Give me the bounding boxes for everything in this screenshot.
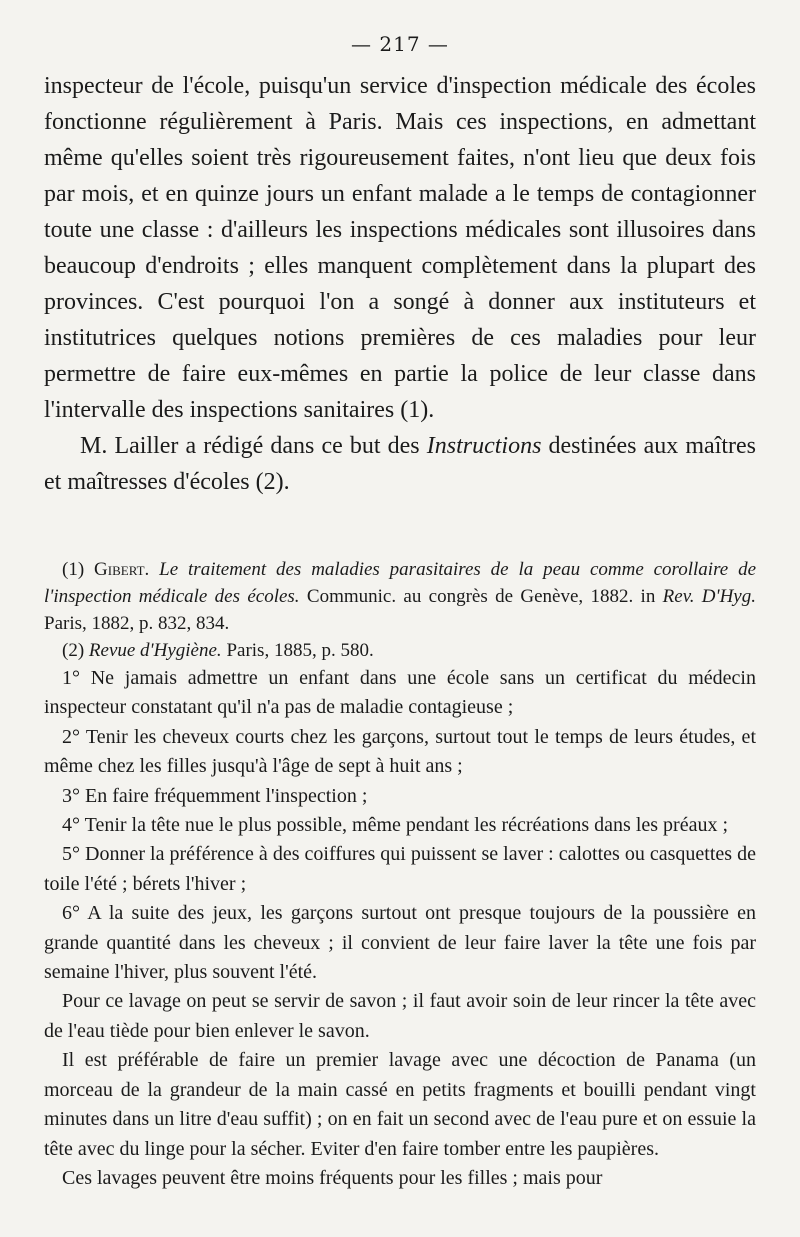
- footnote-2-journal: Revue d'Hygiène.: [88, 640, 222, 661]
- instruction-1: 1° Ne jamais admettre un enfant dans une école sans un certificat du médecin inspecteur constatant qu'il n'a pas de maladie contagieuse ;: [44, 667, 756, 719]
- footnote-1-journal: Rev. D'Hyg.: [662, 586, 756, 607]
- instruction-5: 5° Donner la préférence à des coiffures qui puissent se laver : calottes ou casquettes de toile l'été ; bérets l'hiver ;: [44, 843, 756, 895]
- instruction-6-girls: Ces lavages peuvent être moins fréquents pour les filles ; mais pour: [62, 1166, 603, 1189]
- footnote-1-end: Paris, 1882, p. 832, 834.: [44, 613, 230, 634]
- paragraph-lailler-text: M. Lailler a rédigé dans ce but des: [80, 433, 427, 459]
- footnote-1: [44, 556, 756, 637]
- footnote-1-title: Le traitement des maladies parasitaires de la peau comme corollaire de l'inspection médicale des écoles.: [44, 559, 757, 607]
- instruction-6-panama: Il est préférable de faire un premier lavage avec une décoction de Panama (un morceau de la grandeur de la main cassé en petits fragments et bouilli pendant vingt minutes dans un litre d'eau suffit) ; on en fait un second avec de l'eau pure et on essuie la tête avec du linge pour la sécher. Eviter d'en faire tomber entre les paupières.: [44, 1049, 756, 1160]
- footnote-1-author: Gibert.: [94, 559, 150, 580]
- instructions-list: [44, 664, 756, 1193]
- footnote-1-mid: Communic. au congrès de Genève, 1882. in: [299, 586, 663, 607]
- footnote-2: [44, 637, 756, 664]
- footnote-1-mark: (1): [62, 559, 95, 580]
- footnote-2-end: Paris, 1885, p. 580.: [221, 640, 374, 661]
- instruction-6: 6° A la suite des jeux, les garçons surtout ont presque toujours de la poussière en grande quantité dans les cheveux ; il convient de leur faire laver la tête une fois par semaine l'hiver, plus souvent l'été.: [44, 902, 756, 984]
- instruction-6-rinse: Pour ce lavage on peut se servir de savon ; il faut avoir soin de leur rincer la tête avec de l'eau tiède pour bien enlever le savon.: [44, 990, 756, 1042]
- body-text: [44, 68, 756, 500]
- paragraph-lailler-end: destinées aux maîtres et maîtresses d'écoles (2).: [44, 433, 757, 495]
- instructions-title: Instructions: [426, 433, 542, 459]
- page-number: — 217 —: [351, 32, 449, 56]
- instruction-3: 3° En faire fréquemment l'inspection ;: [62, 784, 368, 807]
- paragraph-inspection: inspecteur de l'école, puisqu'un service d'inspection médicale des écoles fonctionne régulièrement à Paris. Mais ces inspections, en admettant même qu'elles soient très rigoureusement faites, n'ont lieu que deux fois par mois, et en quinze jours un enfant malade a le temps de contagionner toute une classe : d'ailleurs les inspections médicales sont illusoires dans beaucoup d'endroits ; elles manquent complètement dans la plupart des provinces. C'est pourquoi l'on a songé à donner aux instituteurs et institutrices quelques notions premières de ces maladies pour leur permettre de faire eux-mêmes en partie la police de leur classe dans l'intervalle des inspections sanitaires (1).: [44, 73, 756, 423]
- instruction-2: 2° Tenir les cheveux courts chez les garçons, surtout tout le temps de leurs études, et même chez les filles jusqu'à l'âge de sept à huit ans ;: [44, 725, 756, 778]
- footnote-2-mark: (2): [62, 640, 89, 661]
- paragraph-lailler: [44, 428, 756, 500]
- instruction-4: 4° Tenir la tête nue le plus possible, même pendant les récréations dans les préaux ;: [62, 814, 729, 837]
- footnotes: [44, 556, 756, 664]
